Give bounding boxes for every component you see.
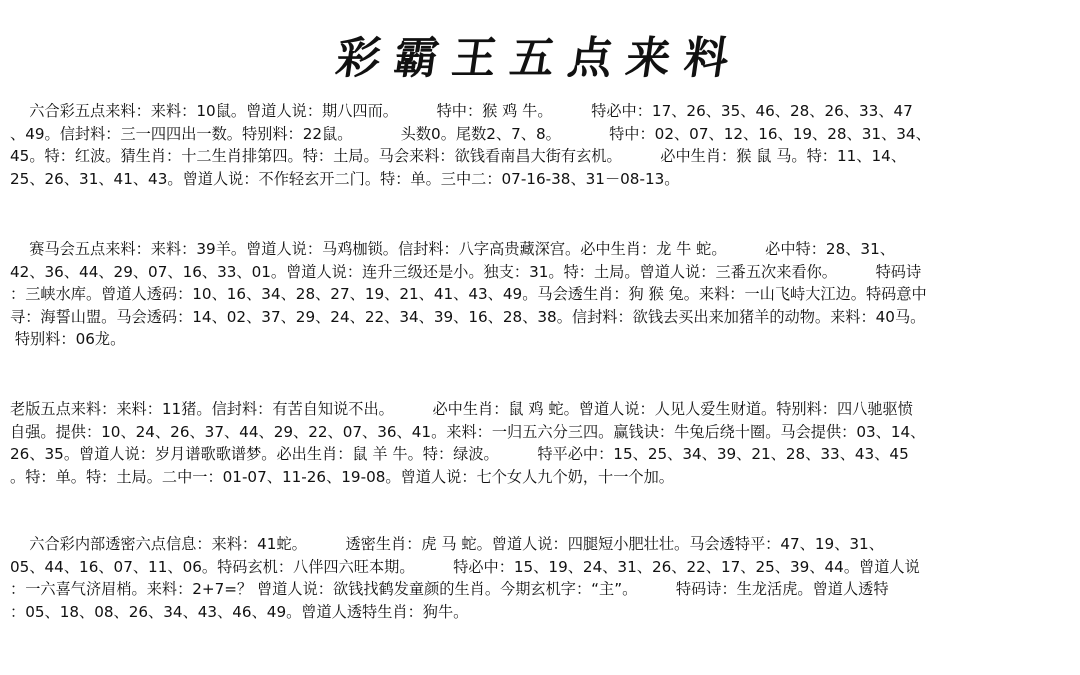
text-line: 赛马会五点来料：来料：39羊。曾道人说：马鸡枷锁。信封料：八字高贵藏深宫。必中生肖：龙 牛 蛇。 必中特：28、31、 bbox=[10, 240, 895, 258]
text-line: 26、35。曾道人说：岁月谱歌歌谱梦。必出生肖：鼠 羊 牛。特：绿波。 特平必中：15、25、34、39、21、28、33、43、45 bbox=[10, 445, 909, 463]
text-line: 寻：海誓山盟。马会透码：14、02、37、29、24、22、34、39、16、28、38。信封料：欲钱去买出来加猪羊的动物。来料：40马。 bbox=[10, 307, 926, 326]
text-line: ：三峡水库。曾道人透码：10、16、34、28、27、19、21、41、43、49。马会透生肖：狗 猴 兔。来料：一山飞峙大江边。特码意中 bbox=[10, 285, 927, 303]
section-liuhecai-five-points bbox=[10, 100, 1072, 190]
text-line: 42、36、44、29、07、16、33、01。曾道人说：连升三级还是小。独支：31。特：土局。曾道人说：三番五次来看你。 特码诗 bbox=[10, 262, 922, 281]
text-line: 、49。信封料：三一四四出一数。特别料：22鼠。 头数0。尾数2、7、8。 特中：02、07、12、16、19、28、31、34、 bbox=[10, 124, 931, 143]
text-line: 六合彩内部透密六点信息：来料：41蛇。 透密生肖：虎 马 蛇。曾道人说：四腿短小肥壮壮。马会透特平：47、19、31、 bbox=[10, 535, 884, 553]
section-old-version-five-points bbox=[10, 398, 1072, 488]
text-line: 45。特：红波。猜生肖：十二生肖排第四。特：土局。马会来料：欲钱看南昌大街有玄机。 必中生肖：猴 鼠 马。特：11、14、 bbox=[10, 147, 907, 165]
text-line: ：一六喜气济眉梢。来料：2+7=？ 曾道人说：欲钱找鹤发童颜的生肖。今期玄机字：“主”。 特码诗：生龙活虎。曾道人透特 bbox=[10, 580, 889, 598]
text-line: 特别料：06龙。 bbox=[10, 330, 126, 348]
text-line: 六合彩五点来料：来料：10鼠。曾道人说：期八四而。 特中：猴 鸡 牛。 特必中：17、26、35、46、28、26、33、47 bbox=[10, 102, 913, 120]
text-line: 。特：单。特：土局。二中一：01-07、11-26、19-08。曾道人说：七个女人九个奶，十一个加。 bbox=[10, 467, 674, 486]
text-line: 自强。提供：10、24、26、37、44、29、22、07、36、41。来料：一归五六分三四。赢钱诀：牛兔后绕十圈。马会提供：03、14、 bbox=[10, 422, 926, 441]
page-title: 彩霸王五点来料 bbox=[332, 33, 746, 84]
section-saimahui-five-points bbox=[10, 238, 1072, 351]
text-line: ：05、18、08、26、34、43、46、49。曾道人透特生肖：狗牛。 bbox=[10, 602, 469, 621]
section-internal-six-points bbox=[10, 533, 1072, 623]
text-line: 老版五点来料：来料：11猪。信封料：有苦自知说不出。 必中生肖：鼠 鸡 蛇。曾道人说：人见人爱生财道。特别料：四八驰驱愤 bbox=[10, 400, 913, 418]
text-line: 05、44、16、07、11、06。特码玄机：八伴四六旺本期。 特必中：15、19、24、31、26、22、17、25、39、44。曾道人说 bbox=[10, 557, 920, 576]
text-line: 25、26、31、41、43。曾道人说：不作轻玄开二门。特：单。三中二：07-16-38、31－08-13。 bbox=[10, 169, 680, 188]
